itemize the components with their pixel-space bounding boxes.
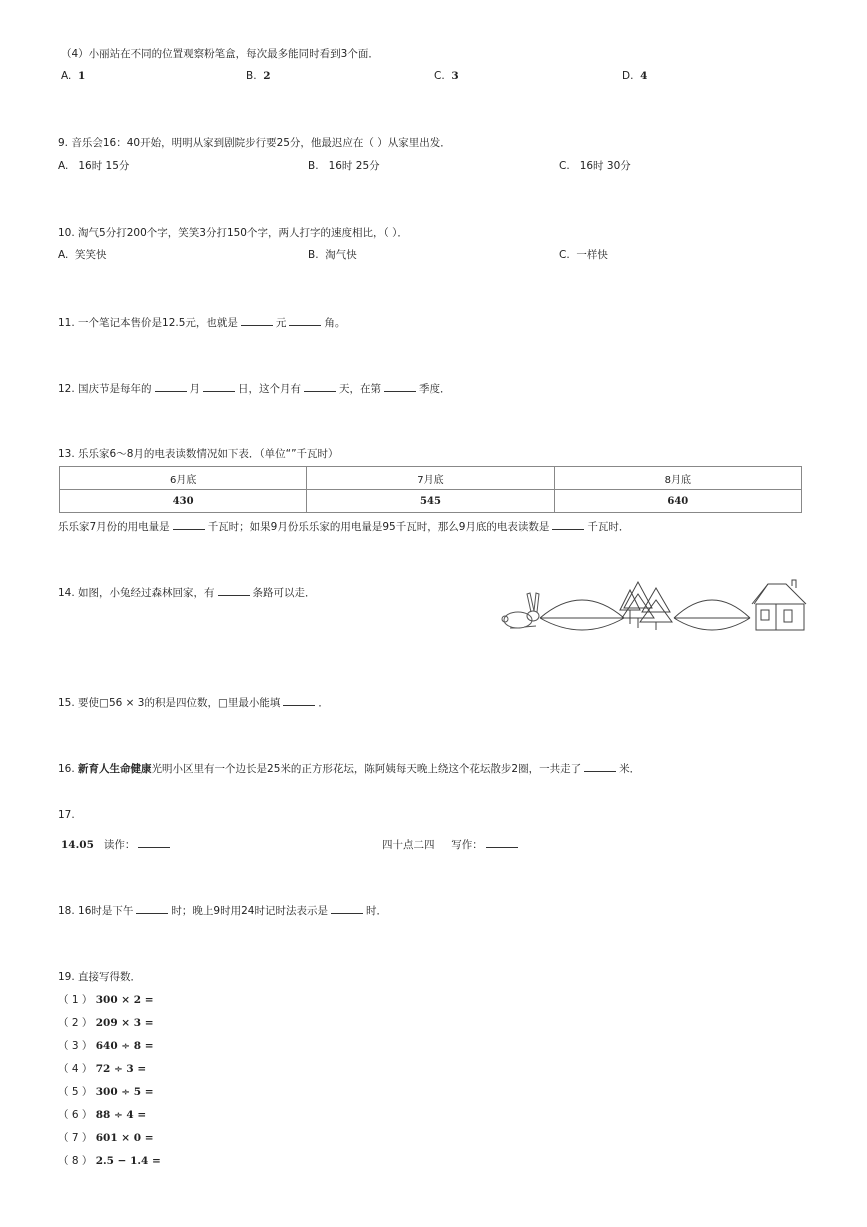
answer-blank[interactable]	[552, 519, 584, 530]
option-value: 1	[78, 70, 86, 82]
answer-blank[interactable]	[486, 837, 518, 848]
house-icon	[752, 580, 806, 630]
option-letter: B.	[308, 160, 319, 172]
question-16-source-tag: 新育人生命健康	[78, 763, 152, 775]
option-value: 一样快	[576, 249, 608, 261]
answer-blank[interactable]	[289, 315, 321, 326]
option-c[interactable]	[559, 248, 608, 262]
table-cell: 640	[554, 490, 801, 513]
forest-icon	[620, 582, 672, 630]
table-header-row	[60, 467, 802, 490]
option-b[interactable]	[308, 248, 357, 262]
question-15-text-b: ．	[318, 697, 329, 709]
option-letter: D.	[622, 70, 634, 82]
option-letter: C.	[434, 70, 445, 82]
calc-item	[58, 1062, 146, 1076]
option-b[interactable]	[308, 159, 380, 173]
question-12-text-e: 季度．	[419, 383, 451, 395]
option-letter: C.	[559, 249, 570, 261]
calc-item	[58, 993, 154, 1007]
option-letter: A.	[58, 249, 69, 261]
answer-blank[interactable]	[173, 519, 205, 530]
question-13-text-b: 千瓦时；如果9月份乐乐家的用电量是95千瓦时，那么9月底的电表读数是	[207, 521, 550, 533]
answer-blank[interactable]	[584, 761, 616, 772]
option-value: 16时 30分	[579, 160, 631, 172]
item-number: （ 2 ）	[58, 1017, 93, 1029]
calc-item	[58, 1131, 154, 1145]
option-a[interactable]	[58, 159, 129, 173]
item-number: （ 4 ）	[58, 1063, 93, 1075]
expression: 601 × 0 =	[95, 1132, 154, 1144]
calc-item	[58, 1016, 154, 1030]
expression: 209 × 3 =	[95, 1017, 154, 1029]
path-group-1	[540, 600, 624, 630]
question-14-text-a: 14. 如图，小兔经过森林回家，有	[58, 587, 215, 599]
table-header-cell: 6月底	[60, 467, 307, 490]
item-number: （ 1 ）	[58, 994, 93, 1006]
question-12	[58, 381, 451, 396]
option-letter: C.	[559, 160, 570, 172]
question-9-stem: 9. 音乐会16：40开始，明明从家到剧院步行要25分，他最迟应在（ ）从家里出发．	[58, 137, 451, 149]
option-value: 4	[640, 70, 648, 82]
expression: 640 ÷ 8 =	[95, 1040, 154, 1052]
option-value: 2	[263, 70, 271, 82]
option-value: 3	[451, 70, 459, 82]
answer-blank[interactable]	[218, 585, 250, 596]
option-a[interactable]	[58, 248, 107, 262]
question-18-text-c: 时．	[365, 905, 387, 917]
question-13-followup	[58, 519, 629, 534]
option-value: 16时 15分	[78, 160, 130, 172]
item-number: （ 5 ）	[58, 1086, 93, 1098]
item-number: （ 7 ）	[58, 1132, 93, 1144]
rabbit-forest-house-illustration	[496, 578, 810, 634]
option-letter: B.	[246, 70, 257, 82]
table-cell: 430	[60, 490, 307, 513]
calc-item	[58, 1154, 161, 1168]
option-value: 16时 25分	[328, 160, 380, 172]
question-14-text-b: 条路可以走．	[252, 587, 316, 599]
decimal-value: 14.05	[61, 839, 94, 851]
answer-blank[interactable]	[203, 381, 235, 392]
question-13-text-a: 乐乐家7月份的用电量是	[58, 521, 170, 533]
expression: 88 ÷ 4 =	[95, 1109, 147, 1121]
question-18-text-a: 18. 16时是下午	[58, 905, 134, 917]
table-header-cell: 7月底	[307, 467, 554, 490]
option-value: 淘气快	[325, 249, 357, 261]
read-label: 读作：	[103, 839, 136, 851]
answer-blank[interactable]	[241, 315, 273, 326]
question-11-text-a: 11. 一个笔记本售价是12.5元，也就是	[58, 317, 238, 329]
answer-blank[interactable]	[331, 903, 363, 914]
question-11	[58, 315, 345, 330]
item-number: （ 3 ）	[58, 1040, 93, 1052]
option-value: 笑笑快	[75, 249, 107, 261]
answer-blank[interactable]	[283, 695, 315, 706]
question-12-text-a: 12. 国庆节是每年的	[58, 383, 152, 395]
write-label: 写作：	[451, 839, 483, 851]
question-10-stem: 10. 淘气5分打200个字，笑笑3分打150个字，两人打字的速度相比，（ ）．	[58, 227, 408, 239]
question-13-stem: 13. 乐乐家6～8月的电表读数情况如下表．（单位“”千瓦时）	[58, 448, 339, 460]
item-number: （ 6 ）	[58, 1109, 93, 1121]
question-11-text-c: 角。	[324, 317, 346, 329]
question-18	[58, 903, 387, 918]
path-group-2	[674, 600, 750, 630]
option-letter: A.	[61, 70, 72, 82]
question-12-text-b: 月	[189, 383, 201, 395]
calc-item	[58, 1108, 146, 1122]
answer-blank[interactable]	[384, 381, 416, 392]
question-13-text-c: 千瓦时．	[587, 521, 630, 533]
calc-item	[58, 1039, 154, 1053]
rabbit-icon	[502, 593, 539, 628]
option-c[interactable]	[434, 69, 459, 83]
question-12-text-d: 天，在第	[339, 383, 382, 395]
question-17-left	[61, 837, 173, 852]
chinese-number: 四十点二四	[382, 839, 435, 851]
question-15	[58, 695, 329, 710]
question-17-number: 17.	[58, 809, 75, 821]
table-header-cell: 8月底	[554, 467, 801, 490]
option-d[interactable]	[622, 69, 647, 83]
question-14	[58, 585, 316, 600]
expression: 300 × 2 =	[95, 994, 154, 1006]
option-letter: A.	[58, 160, 69, 172]
question-12-text-c: 日，这个月有	[238, 383, 302, 395]
option-letter: B.	[308, 249, 319, 261]
answer-blank[interactable]	[304, 381, 336, 392]
question-8-sub4-stem: （4）小丽站在不同的位置观察粉笔盒，每次最多能同时看到3个面．	[61, 48, 379, 60]
question-16-text-a: 光明小区里有一个边长是25米的正方形花坛，陈阿姨每天晚上绕这个花坛散步2圈，一共走了	[151, 763, 582, 775]
question-16-number: 16.	[58, 763, 75, 775]
table-cell: 545	[307, 490, 554, 513]
question-18-text-b: 时；晚上9时用24时记时法表示是	[171, 905, 328, 917]
answer-blank[interactable]	[136, 903, 168, 914]
expression: 72 ÷ 3 =	[95, 1063, 147, 1075]
calc-item	[58, 1085, 154, 1099]
item-number: （ 8 ）	[58, 1155, 93, 1167]
question-19-stem: 19. 直接写得数．	[58, 971, 142, 983]
question-11-text-b: 元	[275, 317, 287, 329]
question-16-text-b: 米．	[619, 763, 641, 775]
answer-blank[interactable]	[155, 381, 187, 392]
option-b[interactable]	[246, 69, 271, 83]
expression: 300 ÷ 5 =	[95, 1086, 154, 1098]
answer-blank[interactable]	[138, 837, 170, 848]
question-16	[58, 761, 640, 776]
table-row	[60, 490, 802, 513]
option-a[interactable]	[61, 69, 85, 83]
question-17-right	[382, 837, 521, 852]
question-15-text-a: 15. 要使□56 × 3的积是四位数，□里最小能填	[58, 697, 281, 709]
meter-reading-table	[59, 466, 802, 513]
expression: 2.5 − 1.4 =	[95, 1155, 161, 1167]
option-c[interactable]	[559, 159, 631, 173]
